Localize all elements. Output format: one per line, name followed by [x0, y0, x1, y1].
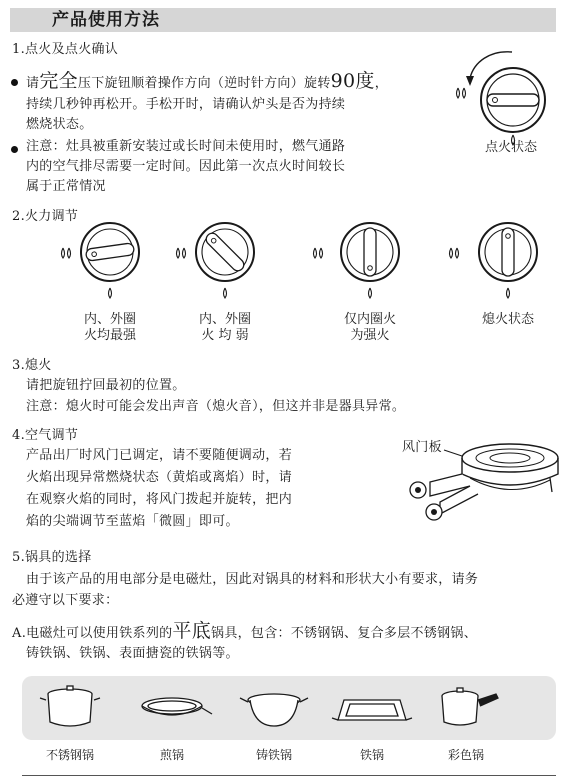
- flame-icon: [450, 248, 459, 258]
- flame-icon: [224, 288, 227, 298]
- s4-line2: 火焰出现异常燃烧状态（黄焰或离焰）时，请: [26, 470, 293, 485]
- pot-label-cast-iron: 铸铁锅: [255, 748, 292, 762]
- knob-off: [450, 223, 538, 298]
- text-emphasis-90: 90度: [330, 70, 375, 92]
- damper-plate-label: 风门板: [402, 440, 442, 455]
- flame-icon: [62, 248, 71, 258]
- flame-icon: [369, 288, 372, 298]
- bullet-1: [11, 79, 18, 86]
- s5-line2: 必遵守以下要求：: [12, 593, 119, 608]
- s4-line3: 在观察火焰的同时，将风门拨起并旋转，把内: [26, 492, 293, 507]
- text-pre: 请: [26, 76, 40, 91]
- iron-pan-icon: [332, 700, 412, 720]
- stainless-pot-icon: [40, 686, 100, 726]
- text-mid: 压下旋钮顺着操作方向（逆时针方向）旋转: [77, 76, 331, 91]
- burner-illustration: [400, 430, 560, 530]
- text-emphasis-flat: 平底: [172, 620, 212, 642]
- s4-line1: 产品出厂时风门已调定，请不要随便调动，若: [26, 448, 293, 463]
- cookware-illustrations: [22, 676, 556, 740]
- arrow-head-icon: [466, 76, 474, 86]
- frying-pan-icon: [142, 698, 212, 715]
- ignition-state-label: 点火状态: [484, 140, 537, 155]
- enamel-pot-icon: [442, 688, 498, 725]
- pot-label-enamel: 彩色锅: [447, 748, 484, 762]
- flame-icon: [314, 248, 323, 258]
- section-4-heading: 4.空气调节: [12, 428, 79, 443]
- knob-weak-label: 内、外圈 火 均 弱: [198, 312, 251, 343]
- knob-inner-only: [314, 223, 400, 298]
- page-title: 产品使用方法: [52, 10, 160, 30]
- s1-b2-line1: 注意：灶具被重新安装过或长时间未使用时，燃气通路: [26, 139, 346, 154]
- flame-icon: [177, 248, 186, 258]
- knob-strongest: [62, 223, 140, 298]
- s3-line1: 请把旋钮拧回最初的位置。: [26, 378, 186, 393]
- s1-b1-line3: 燃烧状态。: [26, 117, 93, 132]
- s5-line1: 由于该产品的用电部分是电磁灶，因此对锅具的材料和形状大小有要求，请务: [26, 572, 479, 587]
- pot-label-iron: 铁锅: [359, 748, 384, 762]
- bottom-rule: [22, 775, 556, 776]
- knob-inner-only-label: 仅内圈火 为强火: [343, 312, 396, 343]
- s1-b2-line2: 内的空气排尽需要一定时间。因此第一次点火时间较长: [26, 159, 346, 174]
- s4-line4: 焰的尖端调节至蓝焰「微圆」即可。: [26, 514, 239, 529]
- cast-iron-pot-icon: [240, 694, 308, 726]
- section-2-heading: 2.火力调节: [12, 209, 79, 224]
- bullet-2: [11, 146, 18, 153]
- flame-icon: [109, 288, 112, 298]
- s3-line2: 注意：熄火时可能会发出声音（熄火音），但这并非是器具异常。: [26, 399, 406, 414]
- flame-icon: [457, 88, 466, 98]
- pot-label-frying: 煎锅: [159, 748, 184, 762]
- section-3-heading: 3.熄火: [12, 358, 52, 373]
- knob-off-label: 熄火状态: [481, 312, 534, 327]
- text-pre: A.电磁灶可以使用铁系列的: [12, 626, 173, 641]
- s5-a-line1: [12, 620, 477, 645]
- pot-label-stainless: 不锈钢锅: [45, 748, 94, 762]
- text-emphasis-full: 完全: [39, 70, 78, 92]
- section-1-heading: 1.点火及点火确认: [12, 42, 119, 57]
- knob-strongest-label: 内、外圈 火均最强: [83, 312, 136, 343]
- section-5-heading: 5.锅具的选择: [12, 550, 92, 565]
- text-end: ，: [374, 76, 389, 91]
- flame-icon: [507, 288, 510, 298]
- knob-weak: [177, 223, 255, 298]
- s1-b1-line2: 持续几秒钟再松开。手松开时，请确认炉头是否为持续: [26, 97, 346, 112]
- text-post: 锅具，包含：不锈钢锅、复合多层不锈钢锅、: [211, 626, 478, 641]
- s1-b2-line3: 属于正常情况: [26, 179, 106, 194]
- flame-adjust-knobs: [50, 222, 550, 312]
- s5-a-line2: 铸铁锅、铁锅、表面搪瓷的铁锅等。: [26, 646, 239, 661]
- s1-b1-line1: [26, 70, 388, 95]
